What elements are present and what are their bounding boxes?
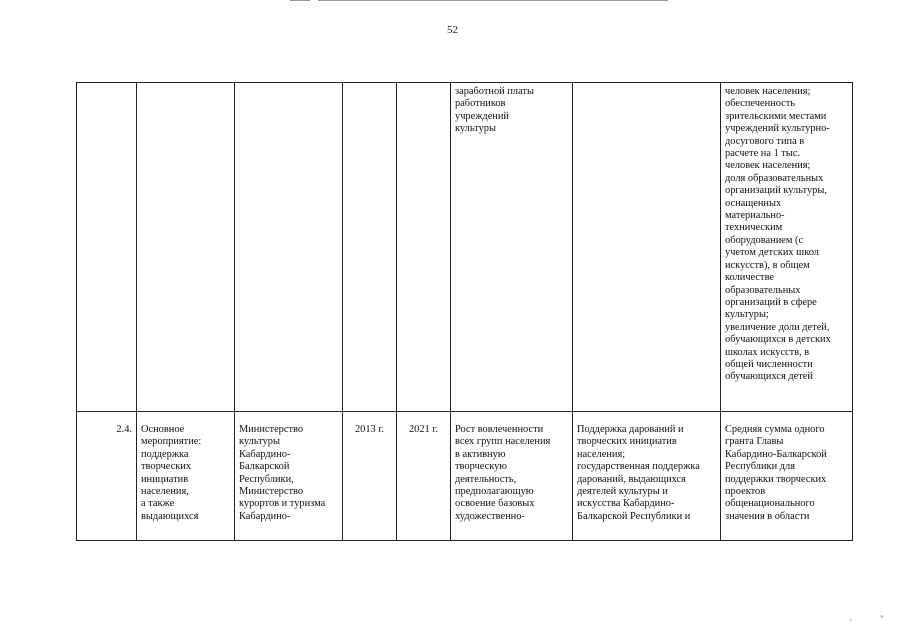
scan-edge-line	[318, 0, 668, 1]
table-cell	[77, 83, 137, 412]
scan-edge-line	[290, 0, 310, 1]
directions-cell: Поддержка дарований и творческих инициатив населения; государственная поддержка дарований, выдающихся деятелей культуры и искусства Кабардино- Балкарской Республики и	[573, 412, 721, 541]
table-row-2-4	[77, 412, 853, 541]
scan-speck: '	[850, 618, 852, 628]
expected-result-cell: Рост вовлеченности всех групп населения в активную творческую деятельность, предполагающую освоение базовых художественно-	[451, 412, 573, 541]
table-cell	[573, 83, 721, 412]
expected-result-cell: заработной платы работников учреждений культуры	[451, 83, 573, 412]
scan-speck: "	[880, 614, 884, 624]
start-year-cell: 2013 г.	[343, 412, 397, 541]
page-number: 52	[447, 24, 458, 36]
end-year-cell: 2021 г.	[397, 412, 451, 541]
table-row-continuation	[77, 83, 853, 412]
table-cell	[343, 83, 397, 412]
indicators-cell: человек населения; обеспеченность зрительскими местами учреждений культурно- досугового типа в расчете на 1 тыс. человек населения; доля образовательных организаций культуры, оснащенных материально- техническим оборудованием (с учетом детских школ искусств), в общем количестве образовательных организаций в сфере культуры; увеличение доли детей, обучающихся в детских школах искусств, в общей численности обучающихся детей	[721, 83, 853, 412]
program-table	[76, 82, 853, 541]
table-cell	[235, 83, 343, 412]
indicators-cell: Средняя сумма одного гранта Главы Кабардино-Балкарской Республики для поддержки творческих проектов общенационального значения в области	[721, 412, 853, 541]
table-cell	[397, 83, 451, 412]
row-number-cell: 2.4.	[77, 412, 137, 541]
executor-cell: Министерство культуры Кабардино- Балкарской Республики, Министерство курортов и туризма Кабардино-	[235, 412, 343, 541]
measure-cell: Основное мероприятие: поддержка творческих инициатив населения, а также выдающихся	[137, 412, 235, 541]
table-cell	[137, 83, 235, 412]
